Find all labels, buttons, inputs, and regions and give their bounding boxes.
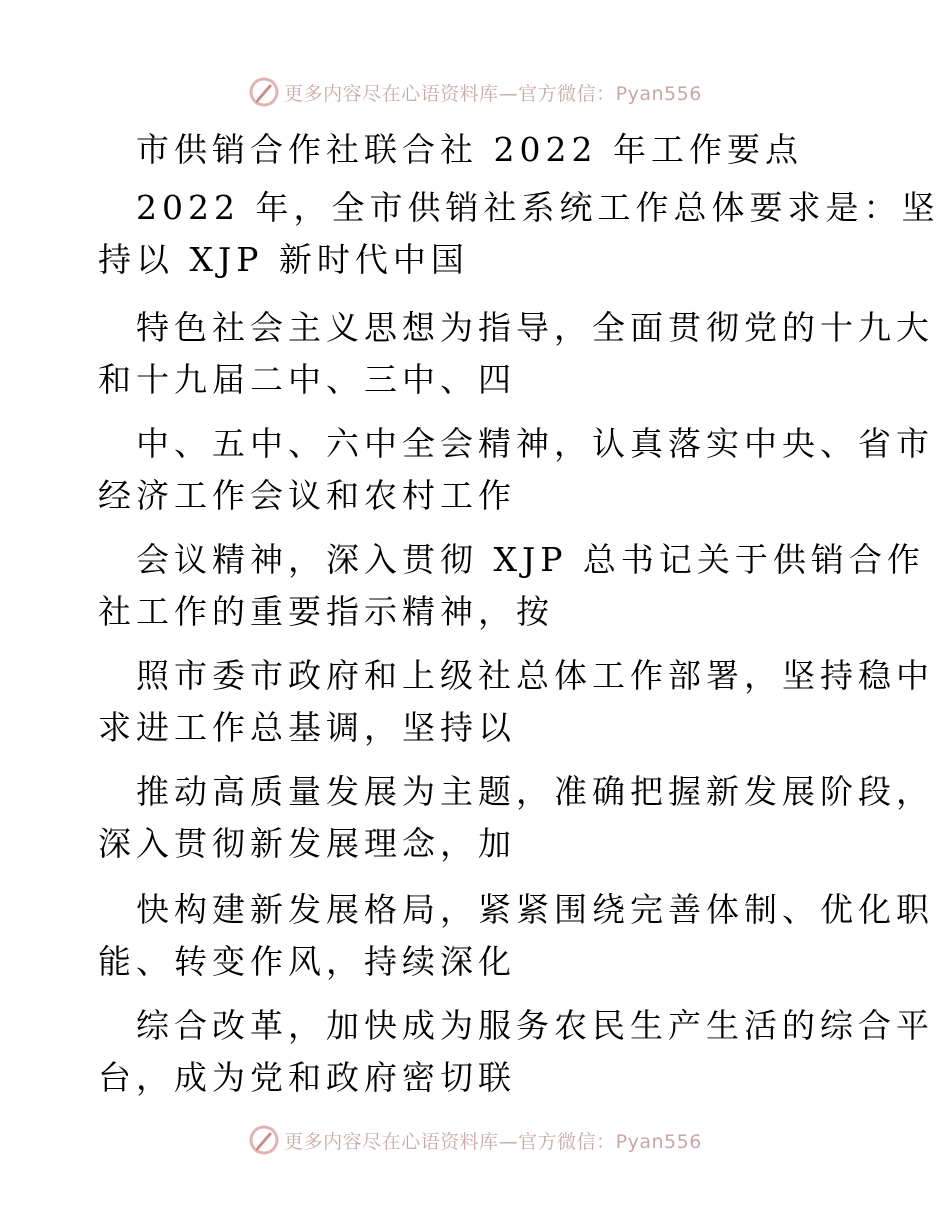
- text-line: 特色社会主义思想为指导，全面贯彻党的十九大: [136, 308, 934, 347]
- wechat-id: Pyan556: [615, 82, 702, 105]
- text-line: 持以 XJP 新时代中国: [98, 240, 469, 279]
- text-line: 求进工作总基调，坚持以: [98, 708, 516, 747]
- quill-logo-icon: [248, 76, 280, 108]
- quill-logo-icon: [248, 1124, 280, 1156]
- document-title: 市供销合作社联合社 2022 年工作要点: [136, 130, 803, 169]
- text-line: 台，成为党和政府密切联: [98, 1058, 516, 1097]
- text-line: 会议精神，深入贯彻 XJP 总书记关于供销合作: [136, 540, 925, 579]
- text-line: 照市委市政府和上级社总体工作部署，坚持稳中: [136, 656, 934, 695]
- watermark-banner-bottom: [0, 1120, 950, 1160]
- text-line: 能、转变作风，持续深化: [98, 942, 516, 981]
- text-line: 中、五中、六中全会精神，认真落实中央、省市: [136, 424, 934, 463]
- watermark-text: 更多内容尽在心语资料库—官方微信：Pyan556: [284, 82, 702, 105]
- text-line: 快构建新发展格局，紧紧围绕完善体制、优化职: [136, 890, 934, 929]
- text-line: 2022 年，全市供销社系统工作总体要求是：坚: [136, 188, 940, 227]
- text-line: 综合改革，加快成为服务农民生产生活的综合平: [136, 1006, 934, 1045]
- text-line: 经济工作会议和农村工作: [98, 476, 516, 515]
- text-line: 深入贯彻新发展理念，加: [98, 824, 516, 863]
- text-line: 社工作的重要指示精神，按: [98, 592, 554, 631]
- watermark-banner-top: [0, 72, 950, 112]
- text-line: 推动高质量发展为主题，准确把握新发展阶段，: [136, 772, 934, 811]
- wechat-id: Pyan556: [615, 1130, 702, 1153]
- watermark-text: 更多内容尽在心语资料库—官方微信：Pyan556: [284, 1130, 702, 1153]
- text-line: 和十九届二中、三中、四: [98, 360, 516, 399]
